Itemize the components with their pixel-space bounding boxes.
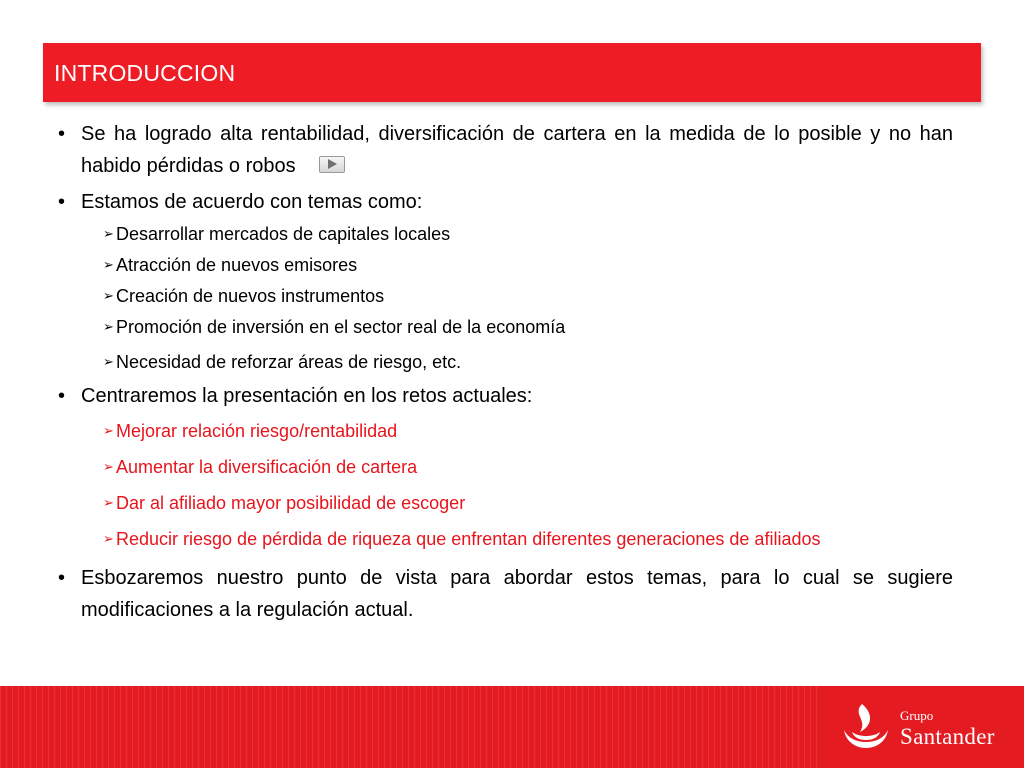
bullet-item [58,562,953,626]
bullet-marker: • [58,191,66,213]
bullet-text: Esbozaremos nuestro punto de vista para abordar estos temas, para lo cual se sugiere modificaciones a la regulación actual. [81,567,953,621]
sub-item-text: Necesidad de reforzar áreas de riesgo, etc. [116,352,462,372]
sub-item-text: Dar al afiliado mayor posibilidad de escoger [116,493,466,513]
bullet-item [58,380,953,412]
sub-item [58,349,953,375]
title-bar [43,43,981,102]
arrow-bullet-icon: ➢ [103,319,114,334]
sub-item [58,314,953,340]
bullet-marker: • [58,385,66,407]
sub-item [58,221,953,247]
sub-item-text: Promoción de inversión en el sector real de la economía [116,317,566,337]
bullet-item [58,186,953,218]
sub-item-highlight [58,454,953,480]
arrow-bullet-icon: ➢ [103,531,114,546]
sub-item-text: Desarrollar mercados de capitales locales [116,224,451,244]
bullet-text: Estamos de acuerdo con temas como: [81,191,423,213]
slide-title: INTRODUCCION [54,60,236,86]
sub-item [58,283,953,309]
logo-name-text: Santander [900,724,995,749]
play-button[interactable] [319,156,345,173]
sub-item [58,252,953,278]
arrow-bullet-icon: ➢ [103,459,114,474]
footer-band [0,686,1024,768]
bullet-item [58,118,953,182]
sub-item-text: Mejorar relación riesgo/rentabilidad [116,421,398,441]
sub-item-highlight [58,418,953,444]
logo-group-text: Grupo [900,708,934,723]
arrow-bullet-icon: ➢ [103,226,114,241]
sub-item-highlight [58,526,953,552]
sub-item-text: Creación de nuevos instrumentos [116,286,385,306]
bullet-marker: • [58,567,66,589]
arrow-bullet-icon: ➢ [103,257,114,272]
sub-item-text: Aumentar la diversificación de cartera [116,457,418,477]
bullet-marker: • [58,123,66,145]
santander-logo [818,686,1024,768]
arrow-bullet-icon: ➢ [103,495,114,510]
arrow-bullet-icon: ➢ [103,288,114,303]
sub-item-highlight [58,490,953,516]
santander-flame-icon [838,702,894,754]
bullet-text: Se ha logrado alta rentabilidad, diversificación de cartera en la medida de lo posible y no han habido pérdidas o robos [81,123,953,177]
sub-item-text: Atracción de nuevos emisores [116,255,358,275]
arrow-bullet-icon: ➢ [103,354,114,369]
play-icon [328,159,337,169]
slide-content [58,118,953,626]
bullet-text: Centraremos la presentación en los retos actuales: [81,385,533,407]
sub-item-text: Reducir riesgo de pérdida de riqueza que enfrentan diferentes generaciones de afiliados [116,529,821,549]
arrow-bullet-icon: ➢ [103,423,114,438]
